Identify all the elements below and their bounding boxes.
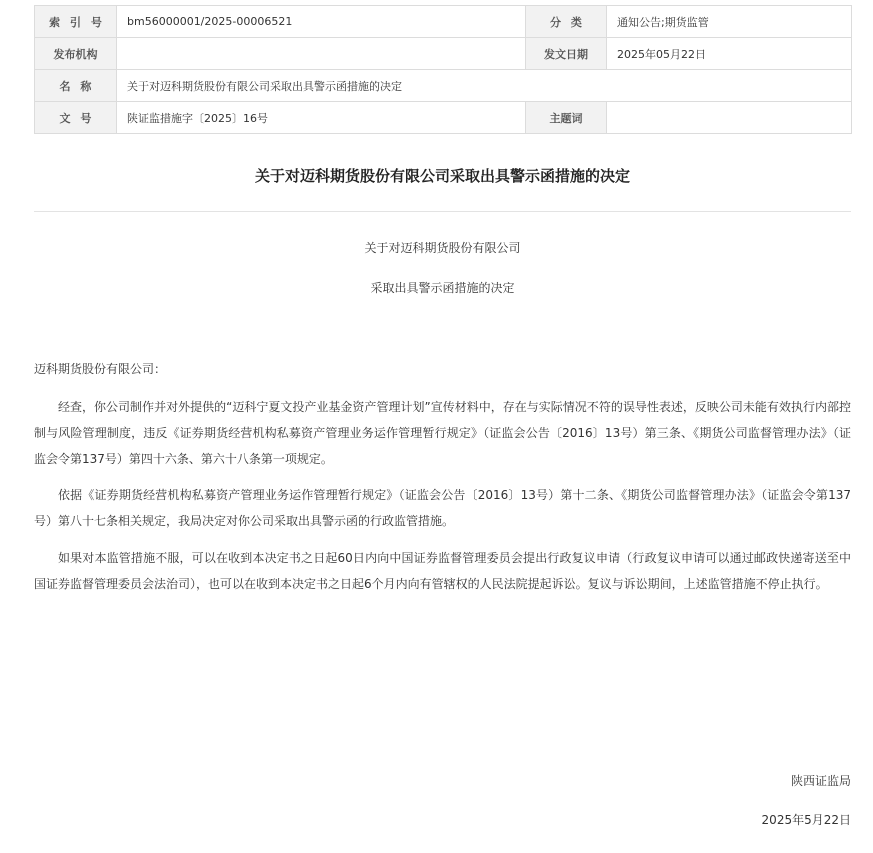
document-metadata-table [34, 5, 852, 134]
body-paragraph-findings: 经查，你公司制作并对外提供的“迈科宁夏文投产业基金资产管理计划”宣传材料中，存在与实际情况不符的误导性表述，反映公司未能有效执行内部控制与风险管理制度，违反《证券期货经营机构私募资产管理业务运作管理暂行规定》（证监会公告〔2016〕13号）第三条、《期货公司监督管理办法》（证监会令第137号）第四十六条、第六十八条第一项规定。 [34, 400, 851, 466]
doc-number-value: 陕证监措施字〔2025〕16号 [117, 102, 526, 134]
issue-date-value: 2025年05月22日 [607, 38, 852, 70]
heading-line-2: 采取出具警示函措施的决定 [370, 281, 515, 295]
metadata-row-issuer [35, 38, 852, 70]
page-title: 关于对迈科期货股份有限公司采取出具警示函措施的决定 [254, 167, 630, 185]
issuer-signature: 陕西证监局 [790, 774, 851, 788]
subject-words-label: 主题词 [526, 102, 607, 134]
category-label: 分类 [526, 6, 607, 38]
doc-number-label: 文号 [35, 102, 117, 134]
metadata-row-index [35, 6, 852, 38]
issuer-value [117, 38, 526, 70]
body-paragraph-decision: 依据《证券期货经营机构私募资产管理业务运作管理暂行规定》（证监会公告〔2016〕13号）第十二条、《期货公司监督管理办法》（证监会令第137号）第八十七条相关规定，我局决定对你公司采取出具警示函的行政监管措施。 [34, 488, 851, 528]
issuer-label: 发布机构 [35, 38, 117, 70]
metadata-row-name [35, 70, 852, 102]
issue-date-label: 发文日期 [526, 38, 607, 70]
signature-date: 2025年5月22日 [761, 813, 851, 827]
body-paragraph-appeal: 如果对本监管措施不服，可以在收到本决定书之日起60日内向中国证券监督管理委员会提出行政复议申请（行政复议申请可以通过邮政快递寄送至中国证券监督管理委员会法治司），也可以在收到本决定书之日起6个月内向有管辖权的人民法院提起诉讼。复议与诉讼期间，上述监管措施不停止执行。 [34, 551, 851, 591]
salutation: 迈科期货股份有限公司： [34, 362, 167, 376]
category-value: 通知公告;期货监管 [607, 6, 852, 38]
index-number-label: 索引号 [35, 6, 117, 38]
metadata-row-docno [35, 102, 852, 134]
doc-name-value: 关于对迈科期货股份有限公司采取出具警示函措施的决定 [117, 70, 852, 102]
heading-line-1: 关于对迈科期货股份有限公司 [364, 241, 521, 255]
divider [34, 211, 851, 212]
subject-words-value [607, 102, 852, 134]
index-number-value: bm56000001/2025-00006521 [117, 6, 526, 38]
doc-name-label: 名称 [35, 70, 117, 102]
